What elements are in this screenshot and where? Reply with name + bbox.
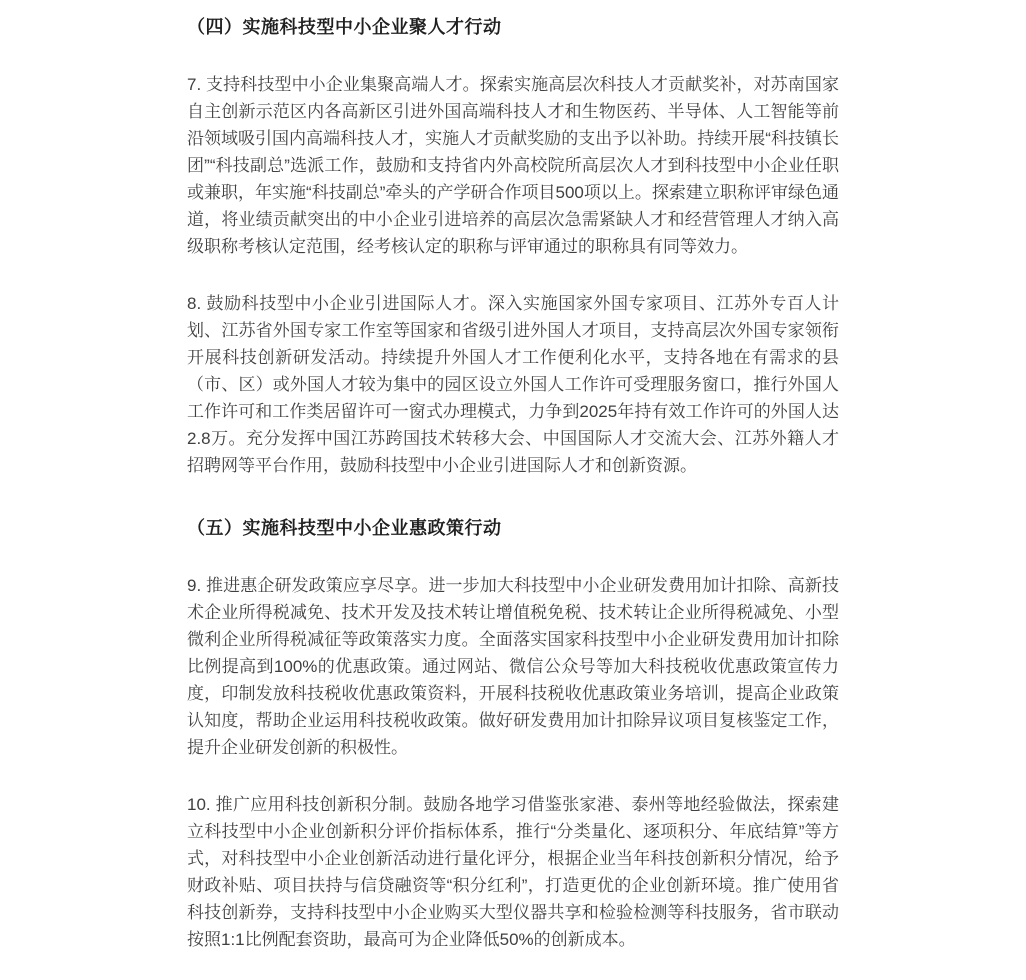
paragraph-10: 10. 推广应用科技创新积分制。鼓励各地学习借鉴张家港、泰州等地经验做法，探索建立科技型中小企业创新积分评价指标体系，推行“分类量化、逐项积分、年底结算”等方式，对科技型中小企业创新活动进行量化评分，根据企业当年科技创新积分情况，给予财政补贴、项目扶持与信贷融资等“积分红利”，打造更优的企业创新环境。推广使用省科技创新券，支持科技型中小企业购买大型仪器共享和检验检测等科技服务，省市联动按照1:1比例配套资助，最高可为企业降低50%的创新成本。 bbox=[187, 795, 839, 949]
section-heading-4: （四）实施科技型中小企业聚人才行动 bbox=[187, 17, 502, 37]
paragraph-8: 8. 鼓励科技型中小企业引进国际人才。深入实施国家外国专家项目、江苏外专百人计划、江苏省外国专家工作室等国家和省级引进外国人才项目，支持高层次外国专家领衔开展科技创新研发活动。持续提升外国人才工作便利化水平，支持各地在有需求的县（市、区）或外国人才较为集中的园区设立外国人工作许可受理服务窗口，推行外国人工作许可和工作类居留许可一窗式办理模式，力争到2025年持有效工作许可的外国人达2.8万。充分发挥中国江苏跨国技术转移大会、中国国际人才交流大会、江苏外籍人才招聘网等平台作用，鼓励科技型中小企业引进国际人才和创新资源。 bbox=[187, 294, 839, 475]
paragraph-7: 7. 支持科技型中小企业集聚高端人才。探索实施高层次科技人才贡献奖补，对苏南国家自主创新示范区内各高新区引进外国高端科技人才和生物医药、半导体、人工智能等前沿领域吸引国内高端科技人才，实施人才贡献奖励的支出予以补助。持续开展“科技镇长团”“科技副总”选派工作，鼓励和支持省内外高校院所高层次人才到科技型中小企业任职或兼职，年实施“科技副总”牵头的产学研合作项目500项以上。探索建立职称评审绿色通道，将业绩贡献突出的中小企业引进培养的高层次急需紧缺人才和经营管理人才纳入高级职称考核认定范围，经考核认定的职称与评审通过的职称具有同等效力。 bbox=[187, 75, 839, 256]
document-page bbox=[187, 0, 839, 953]
section-heading-5: （五）实施科技型中小企业惠政策行动 bbox=[187, 518, 502, 538]
paragraph-9: 9. 推进惠企研发政策应享尽享。进一步加大科技型中小企业研发费用加计扣除、高新技术企业所得税减免、技术开发及技术转让增值税免税、技术转让企业所得税减免、小型微利企业所得税减征等政策落实力度。全面落实国家科技型中小企业研发费用加计扣除比例提高到100%的优惠政策。通过网站、微信公众号等加大科技税收优惠政策宣传力度，印制发放科技税收优惠政策资料，开展科技税收优惠政策业务培训，提高企业政策认知度，帮助企业运用科技税收政策。做好研发费用加计扣除异议项目复核鉴定工作，提升企业研发创新的积极性。 bbox=[187, 576, 839, 757]
